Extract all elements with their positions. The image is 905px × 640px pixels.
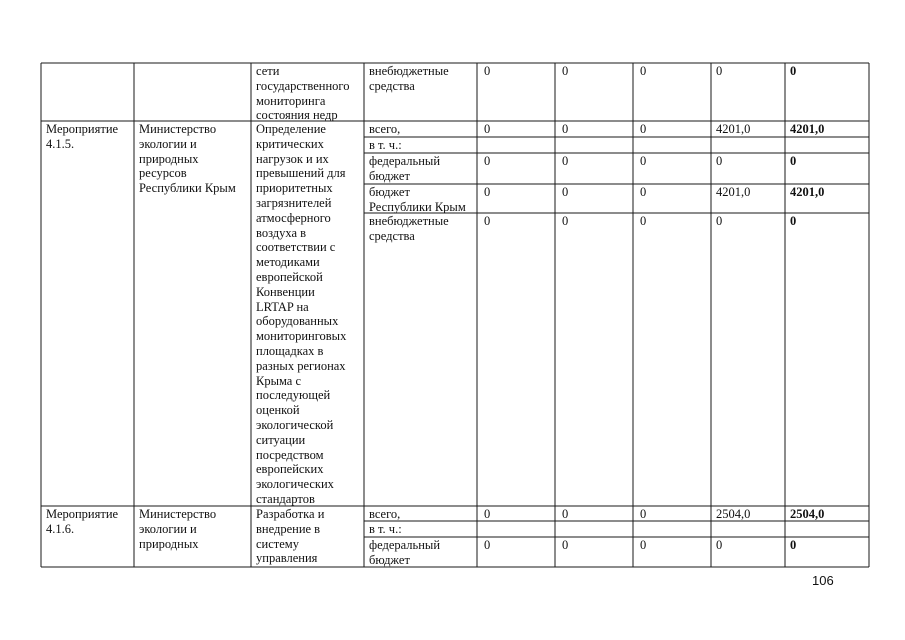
value-cell: 0 <box>716 64 723 78</box>
description-cell: Определение критических нагрузок и их превышений для приоритетных загрязнителей атмосферного воздуха в соответствии с методиками европейской Конвенции LRTAP на оборудованных мониторинговых площадках в разных регионах Крыма с последующей оценкой экологической ситуации посредством европейских экологических стандартов <box>256 122 347 506</box>
value-cell: 0 <box>484 507 491 521</box>
value-cell: 0 <box>484 214 491 228</box>
value-cell: 0 <box>716 538 723 552</box>
funding-source-cell: внебюджетные средства <box>369 214 449 243</box>
funding-source-cell: всего, <box>369 507 401 521</box>
value-cell: 0 <box>484 64 491 78</box>
measure-cell: Мероприятие 4.1.6. <box>46 507 119 536</box>
total-cell: 0 <box>790 214 797 228</box>
funding-source-cell: всего, <box>369 122 401 136</box>
funding-source-cell: в т. ч.: <box>369 138 402 152</box>
value-cell: 0 <box>484 185 491 199</box>
value-cell: 0 <box>716 214 723 228</box>
funding-source-cell: федеральный бюджет <box>369 538 441 567</box>
value-cell: 0 <box>562 122 569 136</box>
value-cell: 0 <box>562 507 569 521</box>
total-cell: 4201,0 <box>790 122 825 136</box>
value-cell: 2504,0 <box>716 507 751 521</box>
page-number: 106 <box>812 573 834 588</box>
total-cell: 0 <box>790 64 797 78</box>
value-cell: 0 <box>562 538 569 552</box>
value-cell: 0 <box>562 154 569 168</box>
measure-cell: Мероприятие 4.1.5. <box>46 122 119 151</box>
total-cell: 2504,0 <box>790 507 825 521</box>
value-cell: 0 <box>640 538 647 552</box>
value-cell: 0 <box>640 214 647 228</box>
value-cell: 4201,0 <box>716 185 751 199</box>
total-cell: 0 <box>790 154 797 168</box>
value-cell: 0 <box>484 154 491 168</box>
funding-source-cell: внебюджетные средства <box>369 64 449 93</box>
value-cell: 0 <box>640 507 647 521</box>
value-cell: 0 <box>716 154 723 168</box>
executor-cell: Министерство экологии и природных ресурсов Республики Крым <box>139 122 236 196</box>
description-cell: сети государственного мониторинга состояния недр <box>256 64 350 123</box>
executor-cell: Министерство экологии и природных <box>139 507 217 551</box>
value-cell: 0 <box>562 214 569 228</box>
value-cell: 0 <box>484 538 491 552</box>
value-cell: 0 <box>562 64 569 78</box>
total-cell: 4201,0 <box>790 185 825 199</box>
value-cell: 0 <box>640 122 647 136</box>
value-cell: 0 <box>562 185 569 199</box>
total-cell: 0 <box>790 538 797 552</box>
value-cell: 4201,0 <box>716 122 751 136</box>
funding-source-cell: бюджет Республики Крым <box>369 185 466 214</box>
funding-source-cell: в т. ч.: <box>369 522 402 536</box>
funding-source-cell: федеральный бюджет <box>369 154 441 183</box>
value-cell: 0 <box>484 122 491 136</box>
value-cell: 0 <box>640 64 647 78</box>
value-cell: 0 <box>640 154 647 168</box>
value-cell: 0 <box>640 185 647 199</box>
description-cell: Разработка и внедрение в систему управления <box>256 507 325 566</box>
